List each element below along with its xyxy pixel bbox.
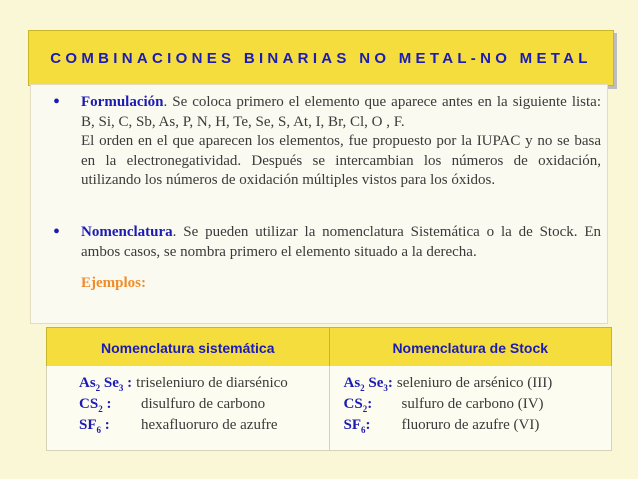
formula: $SF_6$: (343, 417, 371, 435)
table-row (47, 394, 329, 415)
nomenclatura-text: . Se pueden utilizar la nomenclatura Sistemática o la de Stock. En ambos casos, se nombra primero el elemento situado a la derecha. (81, 224, 601, 260)
table-body (46, 366, 612, 451)
table-header (46, 327, 612, 368)
formula: $As_2$ $Se_3$ : (79, 375, 133, 393)
compound-name: hexafluoruro de azufre (141, 417, 278, 433)
bullet-formulacion (53, 93, 601, 191)
header-stock: Nomenclatura de Stock (329, 328, 612, 367)
column-sistematica (47, 366, 329, 450)
formulacion-text: . Se coloca primero el elemento que aparece antes en la siguiente lista: B, Si, C, Sb, As, P, N, H, Te, Se, S, At, I, Br, Cl, O , F. (81, 94, 601, 130)
table-row (330, 373, 612, 394)
bullet-dot-icon: • (53, 91, 61, 113)
table-row (47, 373, 329, 394)
compound-name: seleniuro de arsénico (III) (396, 375, 553, 391)
compound-name: triseleniuro de diarsénico (136, 375, 288, 391)
keyword-formulacion: Formulación (81, 94, 164, 110)
compound-name: fluoruro de azufre (VI) (401, 417, 540, 433)
table-row (330, 394, 612, 415)
header-sistematica: Nomenclatura sistemática (100, 339, 275, 356)
table-row (47, 415, 329, 436)
table-row (330, 415, 612, 436)
formula: $CS_2$ : (79, 396, 112, 414)
formula: $SF_6$ : (79, 417, 110, 435)
bullet-dot-icon: • (53, 221, 61, 243)
formulacion-text-2: El orden en el que aparecen los elementos, fue propuesto por la IUPAC y no se basa en la electronegatividad. Después se intercambian los números de oxidación, utilizando los números de oxidación múltiples vistos para los óxidos. (81, 133, 601, 188)
slide-title: COMBINACIONES BINARIAS NO METAL-NO METAL (28, 30, 614, 86)
formula: $As_2$ $Se_3$: (343, 375, 393, 393)
examples-label: Ejemplos: (81, 275, 146, 291)
keyword-nomenclatura: Nomenclatura (81, 224, 173, 240)
formula: $CS_2$: (343, 396, 373, 414)
content-panel (30, 84, 608, 324)
compound-name: disulfuro de carbono (141, 396, 266, 412)
bullet-nomenclatura (53, 223, 601, 262)
column-stock (329, 366, 612, 450)
compound-name: sulfuro de carbono (IV) (401, 396, 544, 412)
